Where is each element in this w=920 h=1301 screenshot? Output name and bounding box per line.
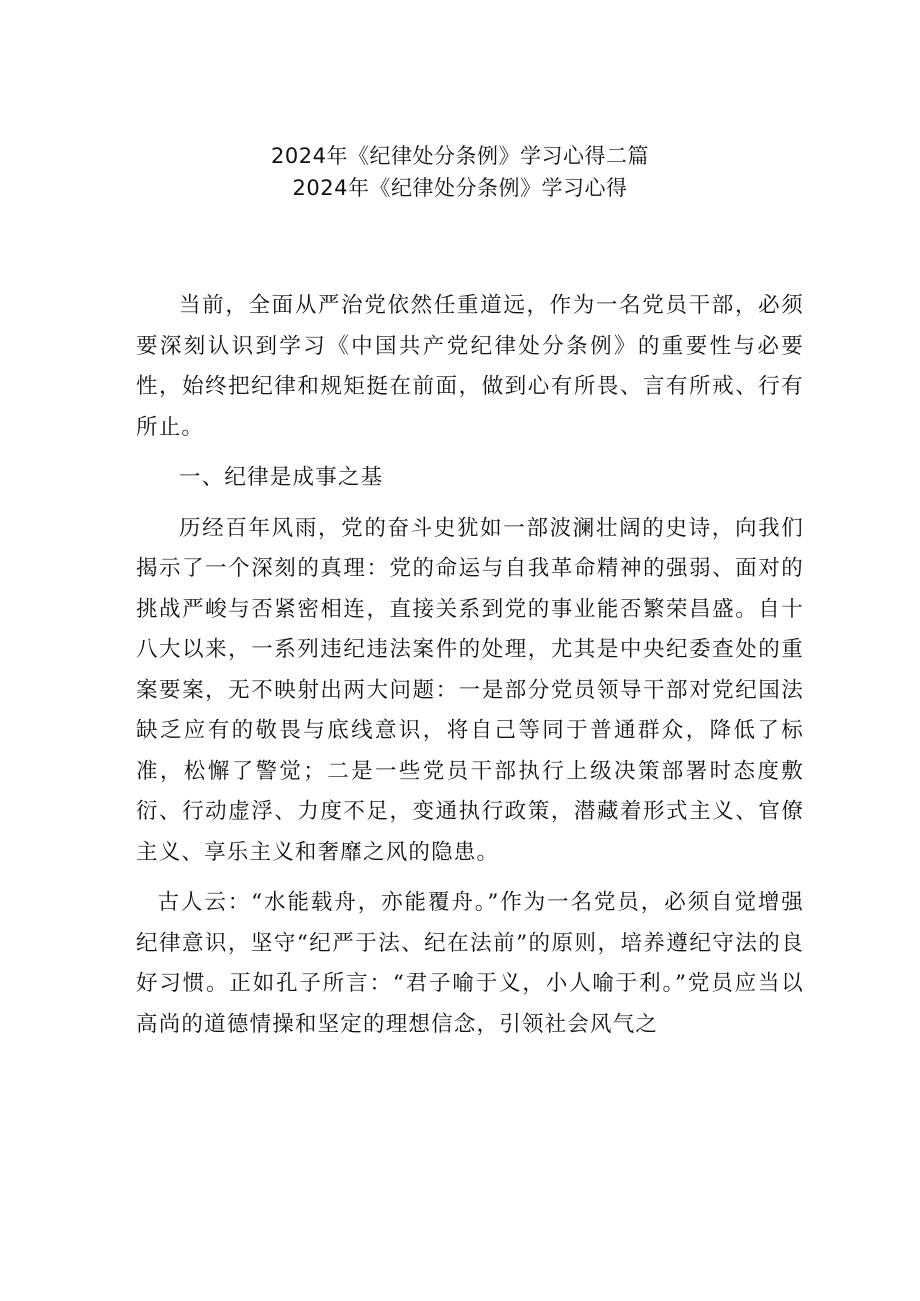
document-body	[136, 286, 804, 1045]
section-heading: 一、纪律是成事之基	[179, 465, 384, 490]
document-title: 2024年《纪律处分条例》学习心得二篇	[271, 144, 649, 168]
intro-paragraph: 当前，全面从严治党依然任重道远，作为一名党员干部，必须要深刻认识到学习《中国共产党纪律处分条例》的重要性与必要性，始终把纪律和规矩挺在前面，做到心有所畏、言有所戒、行有所止。	[136, 293, 804, 440]
quote-paragraph: 古人云：“水能载舟，亦能覆舟。”作为一名党员，必须自觉增强纪律意识，坚守“纪严于法、纪在法前”的原则，培养遵纪守法的良好习惯。正如孔子所言：“君子喻于义，小人喻于利。”党员应当以高尚的道德情操和坚定的理想信念，引领社会风气之	[136, 890, 804, 1037]
history-paragraph: 历经百年风雨，党的奋斗史犹如一部波澜壮阔的史诗，向我们揭示了一个深刻的真理：党的命运与自我革命精神的强弱、面对的挑战严峻与否紧密相连，直接关系到党的事业能否繁荣昌盛。自十八大以来，一系列违纪违法案件的处理，尤其是中央纪委查处的重案要案，无不映射出两大问题：一是部分党员领导干部对党纪国法缺乏应有的敬畏与底线意识，将自己等同于普通群众，降低了标准，松懈了警觉；二是一些党员干部执行上级决策部署时态度敷衍、行动虚浮、力度不足，变通执行政策，潜藏着形式主义、官僚主义、享乐主义和奢靡之风的隐患。	[136, 515, 804, 865]
document-subtitle: 2024年《纪律处分条例》学习心得	[292, 176, 628, 200]
title-block	[0, 140, 920, 204]
